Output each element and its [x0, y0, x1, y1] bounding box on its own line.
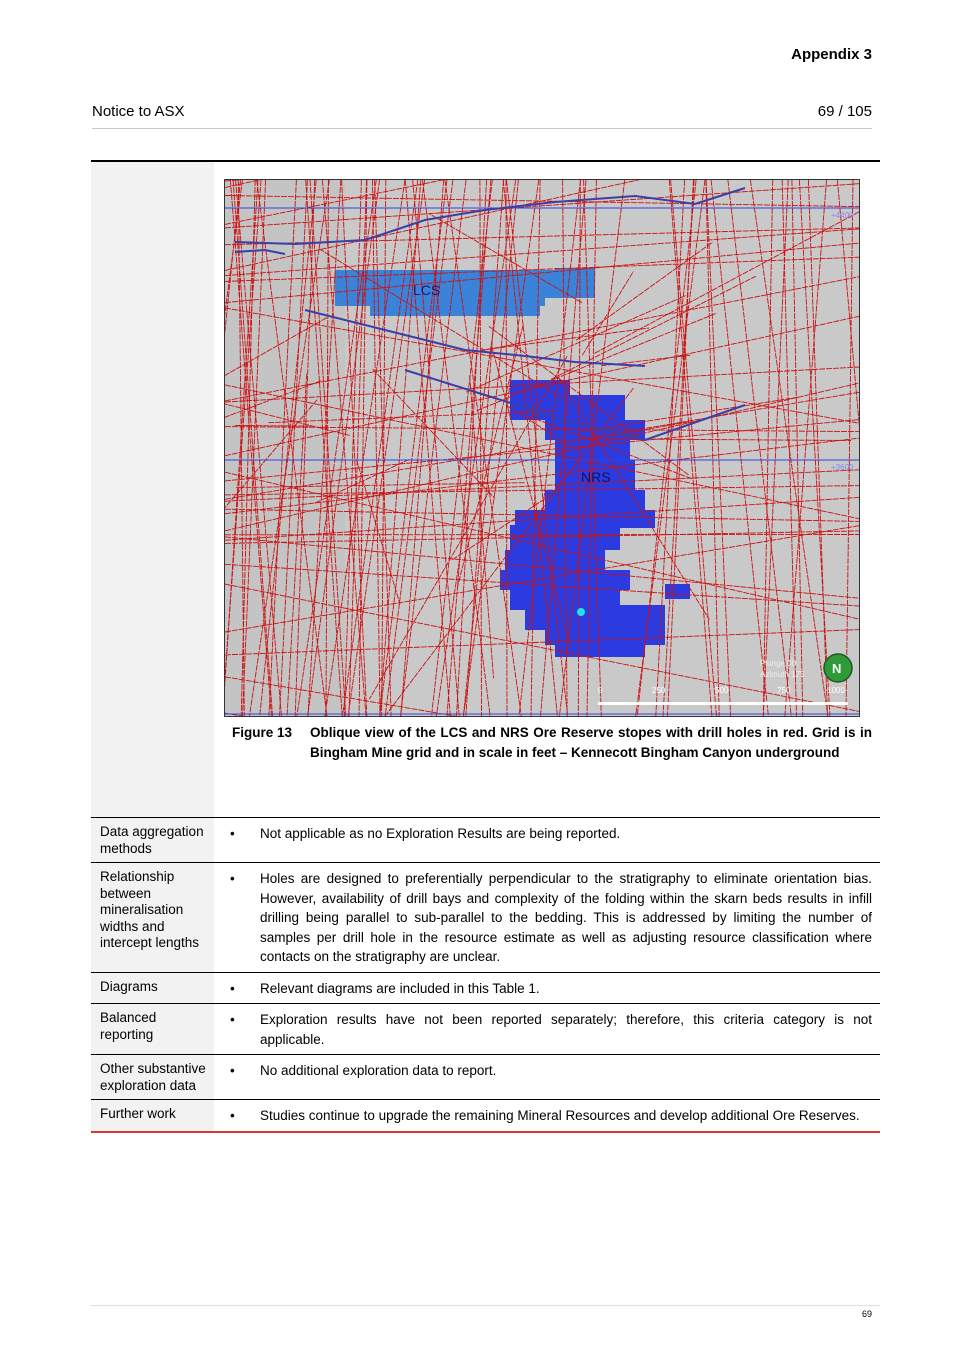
row-label: Other substantive exploration data — [91, 1055, 214, 1099]
row-text: Studies continue to upgrade the remaining Mineral Resources and develop additional Ore Reserves. — [260, 1108, 860, 1123]
row-text: Relevant diagrams are included in this Table 1. — [260, 980, 540, 996]
table-row — [91, 818, 880, 863]
bullet-icon: • — [230, 1012, 235, 1027]
bullet-icon: • — [230, 1063, 235, 1078]
scale-750: 750 — [777, 686, 791, 695]
footer-page-number: 69 — [861, 1309, 872, 1319]
figure-caption-text: Oblique view of the LCS and NRS Ore Reserve stopes with drill holes in red. Grid is in Bingham Mine grid and in scale in feet – Kennecott Bingham Canyon underground — [310, 725, 872, 760]
row-label: Further work — [91, 1100, 214, 1131]
stope-figure — [224, 179, 860, 717]
bullet-icon: • — [230, 980, 235, 996]
stope-figure-svg — [225, 180, 859, 716]
grid-label-top: +4400 — [831, 211, 854, 220]
figure-row — [91, 162, 880, 818]
scale-250: 250 — [652, 686, 666, 695]
page-counter: 69 / 105 — [817, 103, 872, 120]
bullet-icon: • — [230, 826, 235, 841]
scale-bar-line — [598, 702, 848, 705]
row-label: Diagrams — [91, 973, 214, 1004]
nrs-stope-block — [525, 395, 625, 420]
footer-rule — [90, 1305, 880, 1306]
row-text: Exploration results have not been reported separately; therefore, this criteria category is not applicable. — [260, 1012, 872, 1047]
lcs-stope-block — [555, 268, 595, 284]
nrs-stope-block — [665, 584, 690, 599]
north-label: N — [832, 661, 842, 676]
bullet-icon: • — [230, 1108, 235, 1123]
table-row — [91, 1055, 880, 1100]
row-text: No additional exploration data to report. — [260, 1063, 497, 1078]
table-row — [91, 1004, 880, 1055]
plunge-text: Plunge 00 — [760, 659, 797, 668]
nrs-stope-block — [545, 630, 665, 645]
nrs-stope-block — [555, 645, 645, 657]
appendix-title: Appendix 3 — [791, 46, 872, 63]
table-row — [91, 1100, 880, 1133]
figure-row-label-cell — [91, 162, 214, 817]
drill-hole — [234, 426, 312, 427]
row-label: Data aggregation methods — [91, 818, 214, 862]
lcs-label: LCS — [413, 282, 441, 298]
table-row — [91, 863, 880, 973]
bullet-icon: • — [230, 871, 235, 886]
nrs-label: NRS — [581, 469, 611, 485]
azimuth-text: Azimuth 175 — [760, 670, 805, 679]
figure-number: Figure 13 — [232, 725, 293, 740]
nrs-stope-block — [545, 490, 645, 512]
lcs-stope-block — [370, 302, 540, 316]
row-text: Holes are designed to preferentially perpendicular to the stratigraphy to eliminate orientation bias. However, availability of drill bays and complexity of the folding within the skarn beds results in infill drilling being parallel to sub-parallel to the bedding. This is addressed by limiting the number of samples per drill hole in the resource estimate as well as adjusting resource classification where contacts on the stratigraphy are unclear. — [260, 871, 872, 964]
grid-label-mid: +3600 — [831, 463, 854, 472]
nrs-stope-block — [525, 605, 665, 630]
scale-0: 0 — [598, 686, 603, 695]
header-rule — [92, 128, 872, 129]
figure-caption — [232, 723, 872, 762]
row-label: Balanced reporting — [91, 1004, 214, 1054]
row-label: Relationship between mineralisation widths and intercept lengths — [91, 863, 214, 972]
row-text: Not applicable as no Exploration Results are being reported. — [260, 826, 621, 841]
origin-marker — [577, 608, 585, 616]
scale-1000: 1000 — [827, 686, 845, 695]
scale-500: 500 — [715, 686, 729, 695]
notice-label: Notice to ASX — [92, 103, 185, 120]
criteria-table — [91, 160, 880, 1133]
figure-cell — [214, 162, 880, 817]
table-row — [91, 973, 880, 1005]
